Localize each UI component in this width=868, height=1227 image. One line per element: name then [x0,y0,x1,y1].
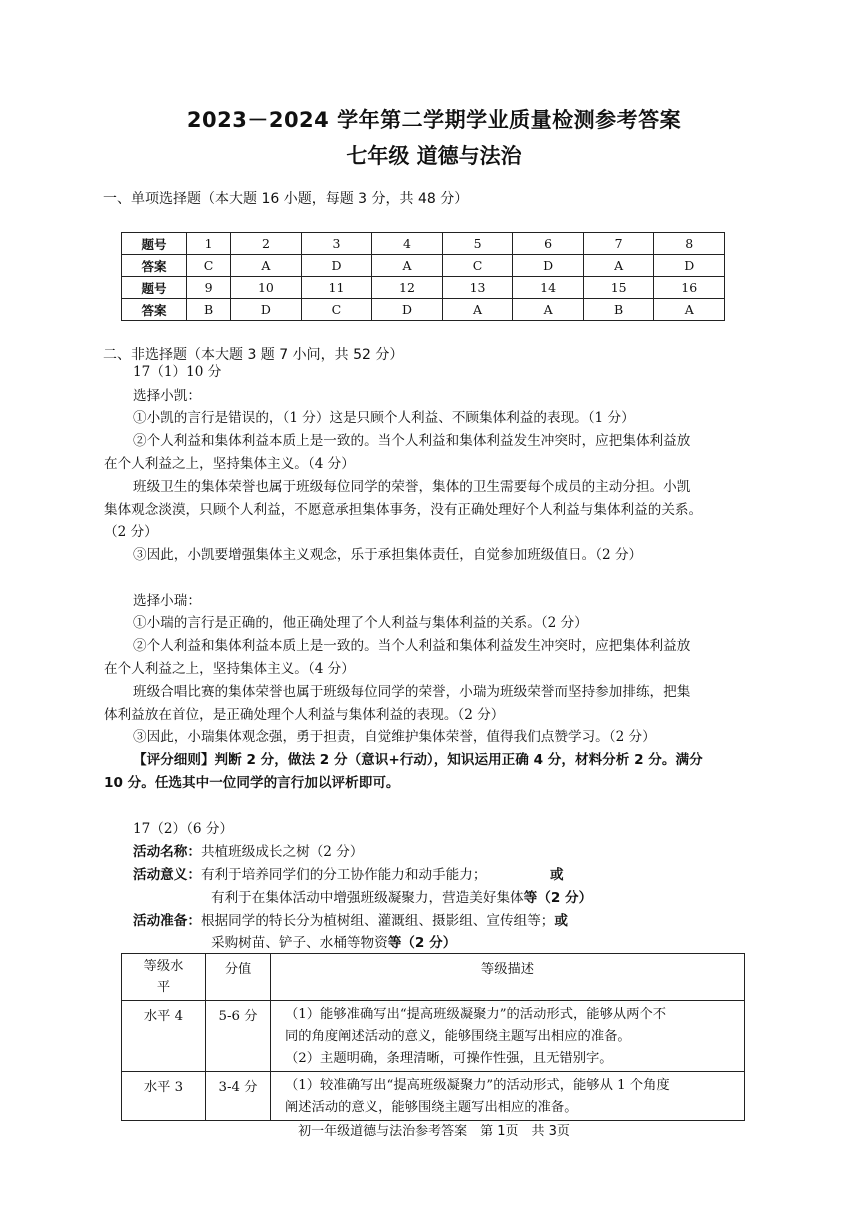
activity-meaning-1: 有利于培养同学们的分工协作能力和动手能力； [200,867,487,883]
question-number-label: 题号 [122,233,187,255]
answer-cell: D [513,255,584,277]
description-cell [271,1001,745,1072]
answer-cell: D [372,299,443,321]
choice-kai-title: 选择小凯： [133,388,201,404]
question-number: 10 [231,277,302,299]
table-row [122,1072,745,1121]
kai-analysis-score: （2 分） [104,524,158,540]
question-number: 9 [187,277,231,299]
page-title: 2023－2024 学年第二学期学业质量检测参考答案 [186,108,682,132]
activity-meaning-2-score: 等（2 分） [523,890,593,906]
activity-prep-row [133,910,568,932]
kai-point-3: ③因此，小凯要增强集体主义观念，乐于承担集体责任，自觉参加班级值日。（2 分） [133,547,643,563]
question-number: 6 [513,233,584,255]
answer-cell: D [231,299,302,321]
answer-cell: A [372,255,443,277]
activity-meaning-2 [211,887,592,909]
activity-prep-1: 根据同学的特长分为植树组、灌溉组、摄影组、宣传组等； [200,913,555,929]
description-line: 同的角度阐述活动的意义，能够围绕主题写出相应的准备。 [285,1029,631,1044]
rui-analysis-cont: 体利益放在首位，是正确处理个人利益与集体利益的表现。（2 分） [104,707,505,723]
choice-rui-title: 选择小瑞： [133,593,201,609]
answer-cell: A [231,255,302,277]
table-row [122,233,725,255]
activity-name-row [133,841,363,863]
answer-cell: A [654,299,725,321]
activity-name-value: 共植班级成长之树（2 分） [200,844,364,860]
description-header: 等级描述 [271,954,745,1001]
level-header [122,954,206,1001]
level-cell: 水平 4 [122,1001,206,1072]
activity-prep-2-text: 采购树苗、铲子、水桶等物资 [211,935,388,951]
rui-point-2: ②个人利益和集体利益本质上是一致的。当个人利益和集体利益发生冲突时，应把集体利益放 [133,638,691,654]
activity-meaning-row [133,864,486,886]
answer-cell: C [301,299,372,321]
q17-2-heading: 17（2）（6 分） [133,821,234,837]
answer-cell: C [187,255,231,277]
scoring-rules-cont: 10 分。任选其中一位同学的言行加以评析即可。 [104,775,400,791]
kai-analysis-cont: 集体观念淡漠，只顾个人利益，不愿意承担集体事务，没有正确处理好个人利益与集体利益的关系。 [104,502,703,518]
question-number: 1 [187,233,231,255]
table-row [122,255,725,277]
activity-prep-2 [211,932,456,954]
answer-cell: D [301,255,372,277]
rui-point-3: ③因此，小瑞集体观念强，勇于担责，自觉维护集体荣誉，值得我们点赞学习。（2 分） [133,729,656,745]
rui-point-2-cont: 在个人利益之上，坚持集体主义。（4 分） [104,661,355,677]
kai-point-2-cont: 在个人利益之上，坚持集体主义。（4 分） [104,456,355,472]
level-header-line2: 平 [156,980,171,995]
table-row [122,277,725,299]
activity-meaning-2-text: 有利于在集体活动中增强班级凝聚力，营造美好集体 [211,890,524,906]
rui-analysis: 班级合唱比赛的集体荣誉也属于班级每位同学的荣誉，小瑞为班级荣誉而坚持参加排练，把集 [133,684,691,700]
question-number: 5 [442,233,513,255]
question-number: 11 [301,277,372,299]
grading-level-table [121,953,745,1121]
question-number: 13 [442,277,513,299]
question-number: 4 [372,233,443,255]
description-line: （1）能够准确写出“提高班级凝聚力”的活动形式，能够从两个不 [285,1007,667,1022]
question-number: 14 [513,277,584,299]
question-number: 3 [301,233,372,255]
page-subtitle: 七年级 道德与法治 [346,144,522,168]
table-row [122,1001,745,1072]
activity-name-label: 活动名称： [133,844,201,860]
question-number: 12 [372,277,443,299]
kai-analysis: 班级卫生的集体荣誉也属于班级每位同学的荣誉，集体的卫生需要每个成员的主动分担。小凯 [133,479,691,495]
scoring-rules: 【评分细则】判断 2 分，做法 2 分（意识+行动），知识运用正确 4 分，材料分析 2 分。满分 [133,752,703,768]
answer-cell: C [442,255,513,277]
description-cell [271,1072,745,1121]
score-cell: 3-4 分 [206,1072,271,1121]
kai-point-1: ①小凯的言行是错误的，（1 分）这是只顾个人利益、不顾集体利益的表现。（1 分） [133,410,635,426]
answer-cell: D [654,255,725,277]
score-cell: 5-6 分 [206,1001,271,1072]
answer-label: 答案 [122,299,187,321]
activity-prep-2-score: 等（2 分） [387,935,457,951]
table-row [122,299,725,321]
question-number-label: 题号 [122,277,187,299]
meaning-or: 或 [550,867,564,883]
description-line: 阐述活动的意义，能够围绕主题写出相应的准备。 [285,1100,578,1115]
description-line: （1）较准确写出“提高班级凝聚力”的活动形式，能够从 1 个角度 [285,1078,670,1093]
description-line: （2）主题明确，条理清晰，可操作性强，且无错别字。 [285,1051,613,1066]
answer-label: 答案 [122,255,187,277]
activity-meaning-label: 活动意义： [133,867,201,883]
answer-cell: A [583,255,654,277]
level-cell: 水平 3 [122,1072,206,1121]
answer-table [121,232,725,321]
question-number: 7 [583,233,654,255]
table-row [122,954,745,1001]
score-header: 分值 [206,954,271,1001]
page-footer: 初一年级道德与法治参考答案 第 1页 共 3页 [298,1124,570,1139]
activity-prep-label: 活动准备： [133,913,201,929]
section-heading-1: 一、单项选择题（本大题 16 小题，每题 3 分，共 48 分） [103,191,469,207]
q17-1-heading: 17（1）10 分 [133,364,222,380]
section-heading-2: 二、非选择题（本大题 3 题 7 小问，共 52 分） [103,347,404,363]
question-number: 15 [583,277,654,299]
answer-cell: A [513,299,584,321]
question-number: 8 [654,233,725,255]
answer-cell: B [583,299,654,321]
question-number: 2 [231,233,302,255]
answer-cell: A [442,299,513,321]
question-number: 16 [654,277,725,299]
kai-point-2: ②个人利益和集体利益本质上是一致的。当个人利益和集体利益发生冲突时，应把集体利益放 [133,433,691,449]
rui-point-1: ①小瑞的言行是正确的，他正确处理了个人利益与集体利益的关系。（2 分） [133,615,588,631]
level-header-line1: 等级水 [143,959,184,974]
answer-cell: B [187,299,231,321]
prep-or: 或 [554,913,568,929]
